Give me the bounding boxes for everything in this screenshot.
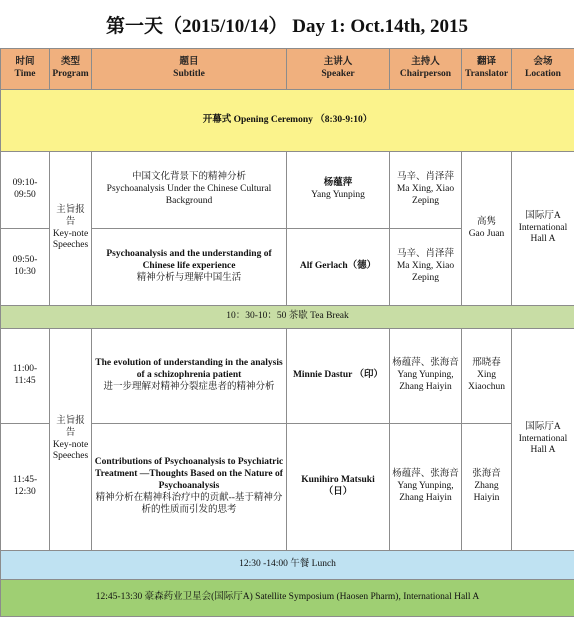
session-chair: 马辛、肖泽萍 Ma Xing, Xiao Zeping	[390, 229, 462, 306]
session-translator: 高隽 Gao Juan	[462, 152, 512, 306]
header-time: 时间 Time	[1, 49, 50, 90]
session-speaker: Minnie Dastur （印）	[287, 329, 390, 424]
header-subtitle: 题目 Subtitle	[92, 49, 287, 90]
program-cell-1: 主旨报告 Key-note Speeches	[50, 152, 92, 306]
session-speaker: Alf Gerlach（德）	[287, 229, 390, 306]
ceremony-cell: 开幕式 Opening Ceremony （8:30-9:10）	[1, 90, 574, 152]
satellite-cell: 12:45-13:30 豪森药业卫星会(国际厅A) Satellite Symposium (Haosen Pharm), International Hall A	[1, 580, 574, 617]
header-row	[1, 49, 574, 90]
tea-break-cell: 10：30-10：50 茶歇 Tea Break	[1, 306, 574, 329]
header-chair: 主持人 Chairperson	[390, 49, 462, 90]
location-cell-2: 国际厅A International Hall A	[512, 329, 574, 551]
session-time: 09:10-09:50	[1, 152, 50, 229]
session-chair: 杨蕴萍、张海音 Yang Yunping, Zhang Haiyin	[390, 424, 462, 551]
tea-break-row	[1, 306, 574, 329]
header-location: 会场 Location	[512, 49, 574, 90]
session-speaker: 杨蕴萍 Yang Yunping	[287, 152, 390, 229]
lunch-row	[1, 551, 574, 580]
session-title: Contributions of Psychoanalysis to Psychiatric Treatment —Thoughts Based on the Nature of Psychoanalysis 精神分析在精神科治疗中的贡献--基于精神分析的性质而引发的思考	[92, 424, 287, 551]
session-time: 11:00-11:45	[1, 329, 50, 424]
page-title: 第一天（2015/10/14） Day 1: Oct.14th, 2015	[0, 0, 574, 48]
session-title: 中国文化背景下的精神分析 Psychoanalysis Under the Chinese Cultural Background	[92, 152, 287, 229]
session-chair: 杨蕴萍、张海音 Yang Yunping, Zhang Haiyin	[390, 329, 462, 424]
header-program: 类型 Program	[50, 49, 92, 90]
session-translator: 张海音 Zhang Haiyin	[462, 424, 512, 551]
session-row-3	[1, 329, 574, 424]
ceremony-row	[1, 90, 574, 152]
program-cell-2: 主旨报告 Key-note Speeches	[50, 329, 92, 551]
satellite-row	[1, 580, 574, 617]
session-chair: 马辛、肖泽萍 Ma Xing, Xiao Zeping	[390, 152, 462, 229]
session-row-1	[1, 152, 574, 229]
location-cell-1: 国际厅A International Hall A	[512, 152, 574, 306]
session-title: Psychoanalysis and the understanding of Chinese life experience 精神分析与理解中国生活	[92, 229, 287, 306]
schedule-table	[0, 48, 574, 617]
header-speaker: 主讲人 Speaker	[287, 49, 390, 90]
lunch-cell: 12:30 -14:00 午餐 Lunch	[1, 551, 574, 580]
session-speaker: Kunihiro Matsuki （日）	[287, 424, 390, 551]
session-translator: 邢晓春 Xing Xiaochun	[462, 329, 512, 424]
header-translator: 翻译 Translator	[462, 49, 512, 90]
session-title: The evolution of understanding in the analysis of a schizophrenia patient 进一步理解对精神分裂症患者的精神分析	[92, 329, 287, 424]
session-time: 09:50-10:30	[1, 229, 50, 306]
session-time: 11:45-12:30	[1, 424, 50, 551]
